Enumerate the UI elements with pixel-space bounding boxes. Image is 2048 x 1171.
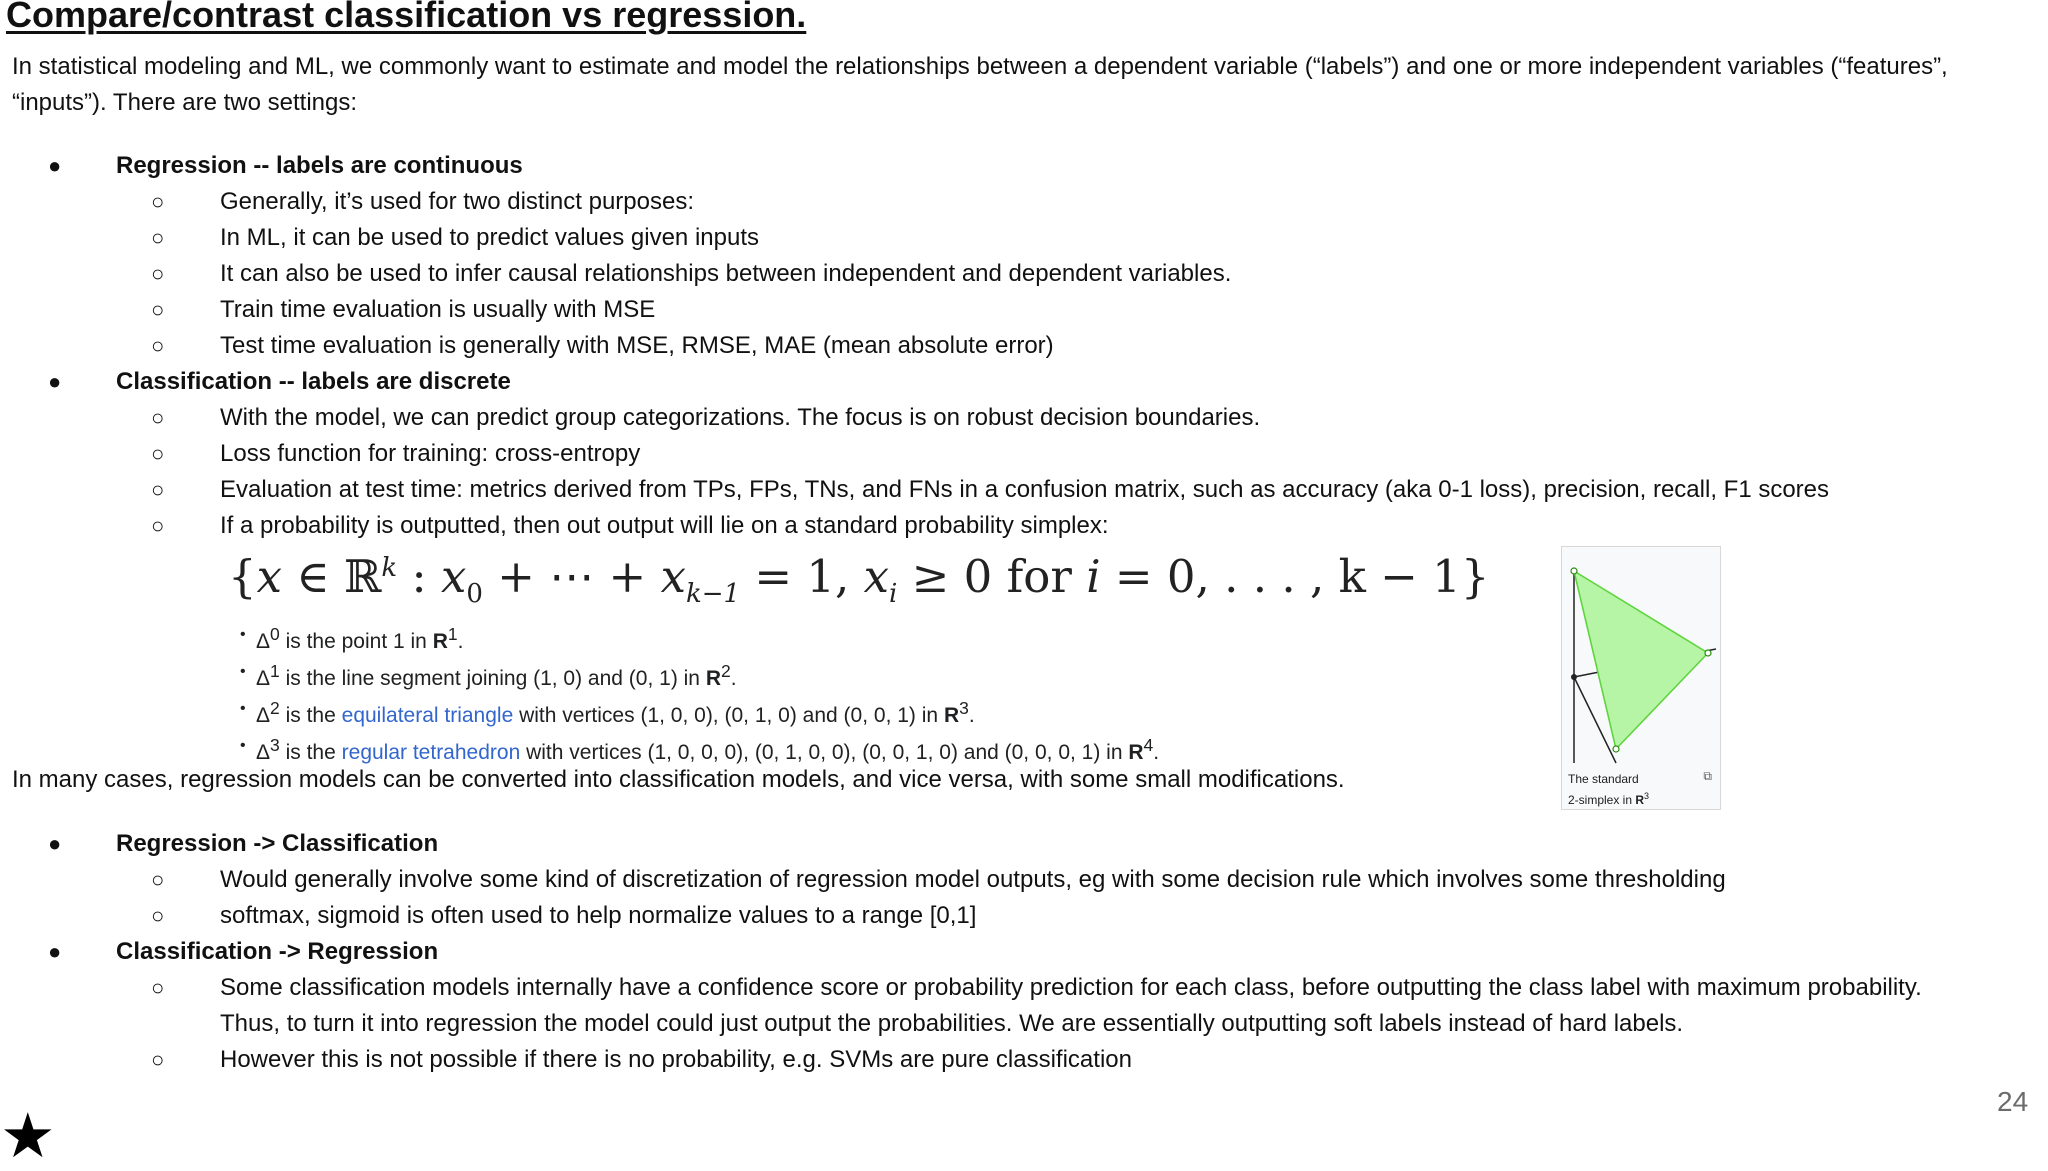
list-item: ○ Would generally involve some kind of discretization of regression model outputs, eg with some decision rule which involves some thresholding (0, 862, 2000, 898)
star-icon: ★ (0, 1102, 56, 1171)
bullet-dot: • (240, 626, 246, 643)
list-item: ○ Evaluation at test time: metrics derived from TPs, FPs, TNs, and FNs in a confusion matrix, such as accuracy (aka 0-1 loss), precision, recall, F1 scores (0, 472, 2000, 508)
simplex-figure (1561, 546, 1721, 810)
bullet-circle: ○ (151, 189, 165, 214)
bullet-circle: ○ (151, 441, 165, 466)
list-item-regression: ● Regression -- labels are continuous (0, 148, 2000, 184)
simplex-example: • $\Delta^0$ is the point 1 in $R^1$. (240, 616, 1159, 653)
conversion-list (0, 826, 2000, 1078)
list-item: ○ Test time evaluation is generally with MSE, RMSE, MAE (mean absolute error) (0, 328, 2000, 364)
conversion-paragraph: In many cases, regression models can be converted into classification models, and vice versa, with some small modifications. (12, 766, 1345, 793)
bullet-circle: ○ (151, 297, 165, 322)
list-item: ○ It can also be used to infer causal relationships between independent and dependent variables. (0, 256, 2000, 292)
bullet-dot: ● (48, 831, 62, 856)
settings-list (0, 148, 2000, 544)
page-number: 24 (1997, 1086, 2029, 1117)
list-item: ○ Some classification models internally have a confidence score or probability prediction for each class, before outputting the class label with maximum probability. Thus, to turn it into regression the model could just output the probabilities. We are essentially outputting soft labels instead of hard labels. (0, 970, 1960, 1042)
bullet-dot: • (240, 737, 246, 754)
intro-paragraph: In statistical modeling and ML, we commonly want to estimate and model the relationships between a dependent variable (“labels”) and one or more independent variables (“features”, “inputs”). There are two settings: (12, 53, 1948, 116)
bullet-dot: ● (48, 939, 62, 964)
simplex-formula: {x ∈ ℝ$^k$ : $x_0$ + ⋯ + $x_{k-1} = 1$, $x_i \ge 0$ for i = 0, . . . , k − 1} (228, 550, 1490, 609)
bullet-dot: ● (48, 369, 62, 394)
bullet-circle: ○ (151, 477, 165, 502)
list-item: ○ If a probability is outputted, then out output will lie on a standard probability simplex: (0, 508, 2000, 544)
list-item-classification: ● Classification -- labels are discrete (0, 364, 2000, 400)
list-item: ○ With the model, we can predict group categorizations. The focus is on robust decision boundaries. (0, 400, 2000, 436)
bullet-dot: • (240, 663, 246, 680)
bullet-circle: ○ (151, 225, 165, 250)
list-item: ○ Loss function for training: cross-entropy (0, 436, 2000, 472)
simplex-examples-list (240, 616, 1159, 764)
simplex-diagram (1568, 553, 1716, 767)
bullet-circle: ○ (151, 867, 165, 892)
simplex-example: • $\Delta^3$ is the regular tetrahedron with vertices (1, 0, 0, 0), (0, 1, 0, 0), (0, 0, 1, 0) and (0, 0, 0, 1) in $R^4$. (240, 727, 1159, 764)
list-item: ○ However this is not possible if there is no probability, e.g. SVMs are pure classification (0, 1042, 2000, 1078)
equilateral-triangle-link[interactable]: equilateral triangle (341, 704, 514, 727)
list-item: ○ softmax, sigmoid is often used to help normalize values to a range [0,1] (0, 898, 2000, 934)
bullet-circle: ○ (151, 1047, 165, 1072)
bullet-circle: ○ (151, 261, 165, 286)
regular-tetrahedron-link[interactable]: regular tetrahedron (341, 741, 521, 764)
list-item: ○ Train time evaluation is usually with MSE (0, 292, 2000, 328)
simplex-caption: The standard 2-simplex in $R^3$ (1568, 772, 1650, 807)
list-item: ○ In ML, it can be used to predict values given inputs (0, 220, 2000, 256)
bullet-dot: ● (48, 153, 62, 178)
list-item-regression-to-classification: ● Regression -> Classification (0, 826, 2000, 862)
enlarge-icon[interactable]: ⧉ (1703, 769, 1712, 783)
bullet-circle: ○ (151, 975, 165, 1000)
simplex-example: • $\Delta^2$ is the equilateral triangle with vertices (1, 0, 0), (0, 1, 0) and (0, 0, 1) in $R^3$. (240, 690, 1159, 727)
list-item: ○ Generally, it’s used for two distinct purposes: (0, 184, 2000, 220)
list-item-classification-to-regression: ● Classification -> Regression (0, 934, 2000, 970)
bullet-circle: ○ (151, 333, 165, 358)
simplex-example: • $\Delta^1$ is the line segment joining (1, 0) and (0, 1) in $R^2$. (240, 653, 1159, 690)
bullet-circle: ○ (151, 513, 165, 538)
slide-title: Compare/contrast classification vs regression. (6, 0, 807, 35)
bullet-circle: ○ (151, 405, 165, 430)
bullet-circle: ○ (151, 903, 165, 928)
bullet-dot: • (240, 700, 246, 717)
